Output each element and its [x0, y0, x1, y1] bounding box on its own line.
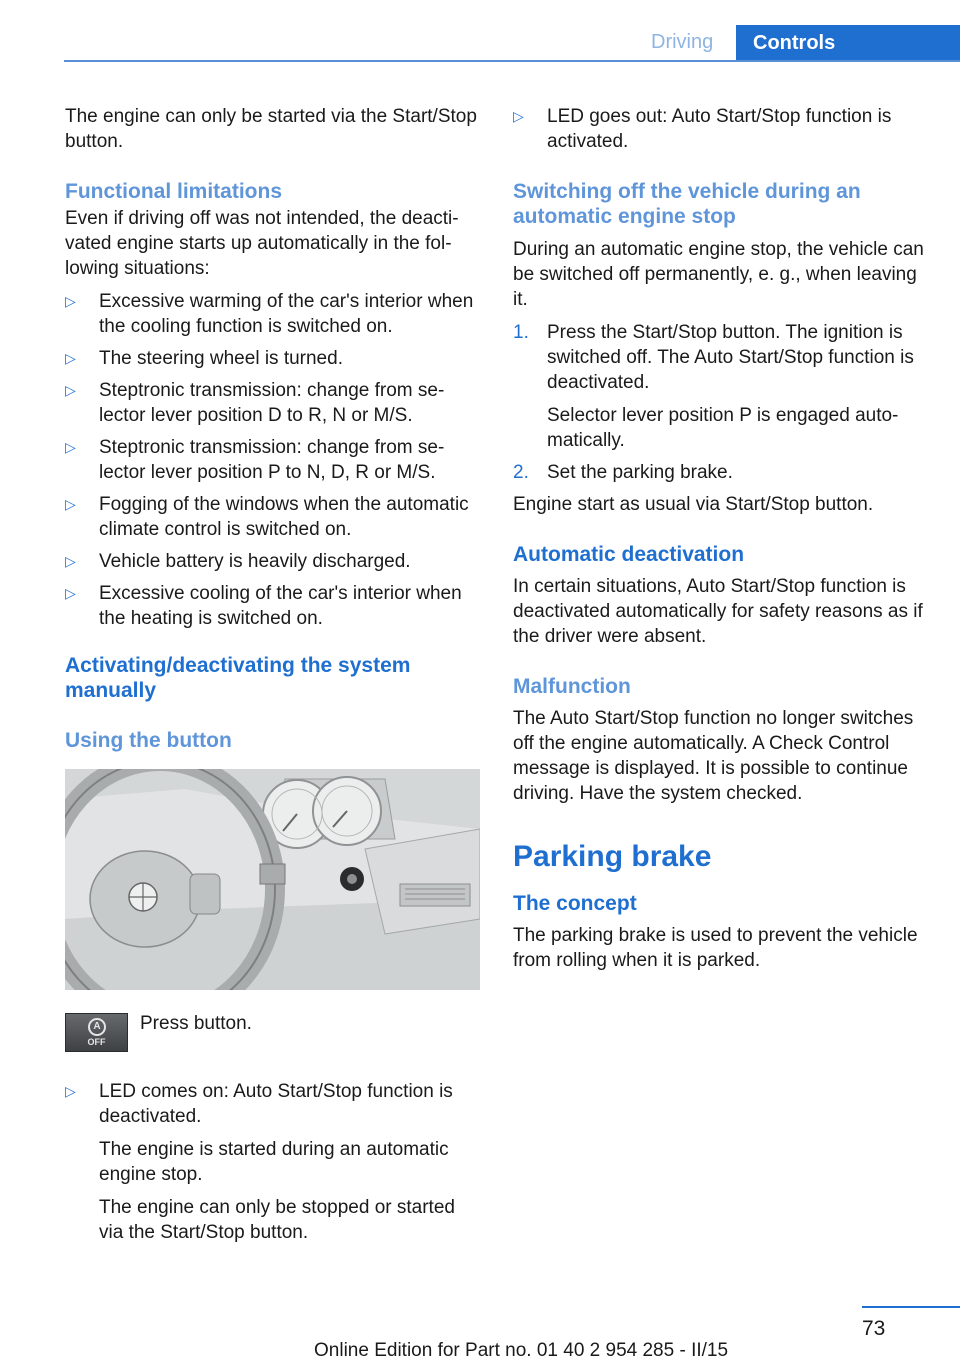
triangle-bullet-icon: ▷ [65, 553, 76, 569]
triangle-bullet-icon: ▷ [65, 382, 76, 398]
press-button-text: Press button. [140, 1013, 252, 1034]
engine-start-note: Engine start as usual via Start/Stop button. [513, 494, 874, 515]
led-on-list [65, 1079, 480, 1245]
list-item: ▷ LED comes on: Auto Start/Stop function is deactivated. The engine is started during an automatic engine stop. The engine can only be stopped or started via the Start/Stop button. [65, 1081, 455, 1243]
led-out-list [513, 104, 933, 154]
triangle-bullet-icon: ▷ [65, 1083, 76, 1099]
press-button-row [65, 1011, 480, 1051]
list-item: 1. Press the Start/Stop button. The ignition is switched off. The Auto Start/Stop function is deactivated. Selector lever position P is engaged automatically. [513, 322, 914, 451]
automatic-deactivation-heading: Automatic deactivation [513, 543, 745, 566]
triangle-bullet-icon: ▷ [65, 439, 76, 455]
page-number-rule [862, 1306, 960, 1308]
triangle-bullet-icon: ▷ [65, 293, 76, 309]
list-item: ▷ Steptronic transmission: change from selector lever position D to R, N or M/S. [65, 380, 445, 426]
malfunction-body: The Auto Start/Stop function no longer switches off the engine automatically. A Check Control message is displayed. It is possible to continue driving. Have the system checked. [513, 708, 914, 804]
header-rule [64, 60, 960, 62]
header-section: Driving [651, 31, 714, 53]
list-item: 2. Set the parking brake. [513, 462, 733, 483]
concept-body: The parking brake is used to prevent the vehicle from rolling when it is parked. [513, 925, 918, 971]
functional-limitations-body: Even if driving off was not intended, the deactivated engine starts up automatically in the following situations: [65, 208, 459, 279]
using-button-heading: Using the button [65, 729, 232, 752]
list-item: ▷ The steering wheel is turned. [65, 348, 343, 369]
dashboard-illustration [65, 769, 480, 990]
header-chapter-tab: Controls [736, 25, 960, 62]
triangle-bullet-icon: ▷ [65, 496, 76, 512]
list-item: ▷ Excessive warming of the car's interior when the cooling function is switched on. [65, 291, 474, 337]
activating-heading: Activating/deactivating the system manually [65, 654, 411, 702]
auto-start-stop-off-button-icon: A OFF [65, 1013, 128, 1052]
triangle-bullet-icon: ▷ [65, 585, 76, 601]
concept-heading: The concept [513, 892, 637, 915]
edition-footer: Online Edition for Part no. 01 40 2 954 285 - II/15 [314, 1340, 729, 1361]
triangle-bullet-icon: ▷ [65, 350, 76, 366]
parking-brake-heading: Parking brake [513, 840, 712, 873]
malfunction-heading: Malfunction [513, 675, 631, 698]
switching-off-steps [513, 320, 933, 485]
page-number: 73 [862, 1317, 886, 1340]
automatic-deactivation-body: In certain situations, Auto Start/Stop function is deactivated automatically for safety reasons as if the driver were absent. [513, 576, 923, 647]
right-column [513, 104, 933, 973]
switching-off-heading: Switching off the vehicle during an automatic engine stop [513, 180, 861, 228]
functional-limitations-heading: Functional limitations [65, 180, 283, 203]
list-item: ▷ Vehicle battery is heavily discharged. [65, 551, 411, 572]
list-item: ▷ Fogging of the windows when the automatic climate control is switched on. [65, 494, 469, 540]
left-column [65, 104, 480, 1245]
list-item: ▷ LED goes out: Auto Start/Stop function is activated. [513, 106, 892, 152]
intro-text: The engine can only be started via the Start/​Stop button. [65, 106, 477, 152]
limitations-list [65, 289, 480, 631]
triangle-bullet-icon: ▷ [513, 108, 524, 124]
list-item: ▷ Excessive cooling of the car's interior when the heating is switched on. [65, 583, 462, 629]
switching-off-body: During an automatic engine stop, the vehicle can be switched off permanently, e. g., when leaving it. [513, 239, 924, 310]
list-item: ▷ Steptronic transmission: change from selector lever position P to N, D, R or M/S. [65, 437, 445, 483]
